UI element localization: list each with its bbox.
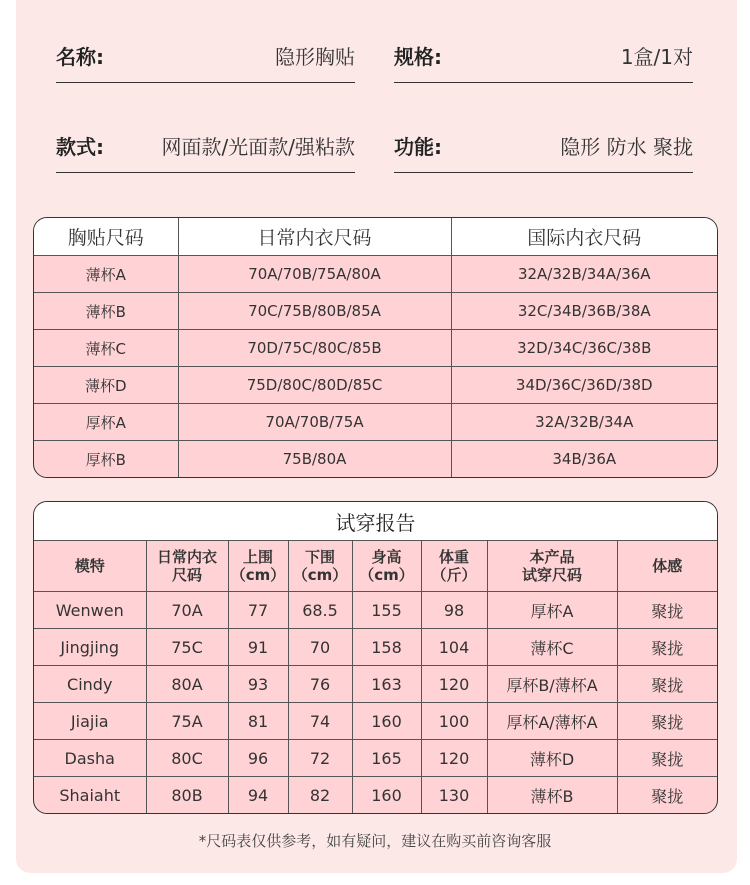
- table-cell: 聚拢: [617, 740, 717, 777]
- header-line: 本产品: [529, 548, 575, 566]
- table-cell: 155: [352, 592, 421, 629]
- header-line: （cm）: [292, 566, 348, 584]
- header-line: 尺码: [171, 566, 202, 584]
- table-cell: 68.5: [288, 592, 352, 629]
- header-line: （斤）: [431, 566, 477, 584]
- table-cell: 厚杯A: [34, 404, 178, 441]
- table-cell: 72: [288, 740, 352, 777]
- header-line: 体重: [438, 548, 469, 566]
- table-cell: 91: [228, 629, 288, 666]
- table-cell: 厚杯B: [34, 441, 178, 478]
- table-cell: 77: [228, 592, 288, 629]
- function-value: 隐形 防水 聚拢: [560, 135, 693, 159]
- table-cell: 104: [421, 629, 487, 666]
- table-cell: 75D/80C/80D/85C: [178, 367, 451, 404]
- table-cell: 34B/36A: [451, 441, 717, 478]
- table-cell: 聚拢: [617, 777, 717, 814]
- table-cell: 薄杯A: [34, 256, 178, 293]
- table-cell: 160: [352, 703, 421, 740]
- name-value: 隐形胸贴: [275, 45, 355, 69]
- header-line: 上围: [242, 548, 273, 566]
- size-chart-table: [34, 218, 717, 477]
- table-row: [34, 404, 717, 441]
- fitting-report-table: [34, 541, 717, 813]
- table-cell: 82: [288, 777, 352, 814]
- table-row: [34, 367, 717, 404]
- table-cell: 32D/34C/36C/38B: [451, 330, 717, 367]
- model-name: Shaiaht: [34, 777, 146, 814]
- header-line: 试穿尺码: [521, 566, 582, 584]
- table-row: [34, 666, 717, 703]
- header-line: 下围: [304, 548, 335, 566]
- table-cell: 81: [228, 703, 288, 740]
- spec-value: 1盒/1对: [620, 45, 693, 69]
- size-chart: [33, 217, 718, 478]
- model-name: Dasha: [34, 740, 146, 777]
- table-cell: 薄杯B: [487, 777, 617, 814]
- table-cell: 薄杯C: [34, 330, 178, 367]
- model-name: Wenwen: [34, 592, 146, 629]
- table-cell: 94: [228, 777, 288, 814]
- spec-style-row: [56, 122, 355, 173]
- table-cell: 32A/32B/34A: [451, 404, 717, 441]
- table-cell: 158: [352, 629, 421, 666]
- table-cell: 厚杯A/薄杯A: [487, 703, 617, 740]
- footnote: *尺码表仅供参考，如有疑问，建议在购买前咨询客服: [198, 832, 552, 850]
- table-cell: 80B: [146, 777, 228, 814]
- table-row: [34, 592, 717, 629]
- function-label: 功能:: [394, 135, 442, 159]
- table-cell: 98: [421, 592, 487, 629]
- spec-label: 规格:: [394, 45, 442, 69]
- report-header-cell: [617, 541, 717, 592]
- header-line: 体感: [652, 557, 683, 575]
- size-chart-header-cell: 日常内衣尺码: [178, 218, 451, 256]
- table-row: [34, 629, 717, 666]
- table-row: [34, 703, 717, 740]
- table-cell: 薄杯D: [34, 367, 178, 404]
- spec-function-row: [394, 122, 693, 173]
- table-cell: 32A/32B/34A/36A: [451, 256, 717, 293]
- model-name: Jiajia: [34, 703, 146, 740]
- table-cell: 93: [228, 666, 288, 703]
- header-line: 日常内衣: [156, 548, 217, 566]
- table-cell: 80A: [146, 666, 228, 703]
- table-cell: 薄杯D: [487, 740, 617, 777]
- table-row: [34, 293, 717, 330]
- table-cell: 70A: [146, 592, 228, 629]
- report-title: 试穿报告: [34, 502, 717, 541]
- table-cell: 70C/75B/80B/85A: [178, 293, 451, 330]
- table-row: [34, 330, 717, 367]
- table-cell: 70A/70B/75A: [178, 404, 451, 441]
- table-cell: 165: [352, 740, 421, 777]
- table-cell: 聚拢: [617, 703, 717, 740]
- table-row: [34, 777, 717, 814]
- report-header-cell: [288, 541, 352, 592]
- table-cell: 75B/80A: [178, 441, 451, 478]
- fitting-report: [33, 501, 718, 814]
- table-cell: 96: [228, 740, 288, 777]
- table-cell: 160: [352, 777, 421, 814]
- table-cell: 薄杯B: [34, 293, 178, 330]
- table-cell: 74: [288, 703, 352, 740]
- table-cell: 100: [421, 703, 487, 740]
- table-row: [34, 441, 717, 478]
- report-header-row: [34, 541, 717, 592]
- table-cell: 120: [421, 740, 487, 777]
- table-cell: 76: [288, 666, 352, 703]
- table-cell: 70D/75C/80C/85B: [178, 330, 451, 367]
- table-cell: 163: [352, 666, 421, 703]
- name-label: 名称:: [56, 45, 104, 69]
- table-cell: 80C: [146, 740, 228, 777]
- header-line: （cm）: [230, 566, 286, 584]
- table-row: [34, 740, 717, 777]
- report-header-cell: [352, 541, 421, 592]
- spec-name-row: [56, 32, 355, 83]
- report-header-cell: [421, 541, 487, 592]
- table-cell: 厚杯A: [487, 592, 617, 629]
- table-row: [34, 256, 717, 293]
- table-cell: 聚拢: [617, 629, 717, 666]
- header-line: 身高: [371, 548, 402, 566]
- model-name: Cindy: [34, 666, 146, 703]
- table-cell: 聚拢: [617, 592, 717, 629]
- header-line: 模特: [74, 557, 105, 575]
- table-cell: 32C/34B/36B/38A: [451, 293, 717, 330]
- size-chart-header-cell: 国际内衣尺码: [451, 218, 717, 256]
- header-line: （cm）: [359, 566, 414, 584]
- table-cell: 薄杯C: [487, 629, 617, 666]
- report-header-cell: [487, 541, 617, 592]
- report-header-cell: [146, 541, 228, 592]
- spec-size-row: [394, 32, 693, 83]
- table-cell: 130: [421, 777, 487, 814]
- style-value: 网面款/光面款/强粘款: [161, 135, 355, 159]
- model-name: Jingjing: [34, 629, 146, 666]
- table-cell: 120: [421, 666, 487, 703]
- table-cell: 70A/70B/75A/80A: [178, 256, 451, 293]
- style-label: 款式:: [56, 135, 104, 159]
- report-header-cell: [228, 541, 288, 592]
- table-cell: 厚杯B/薄杯A: [487, 666, 617, 703]
- report-header-cell: [34, 541, 146, 592]
- table-cell: 75C: [146, 629, 228, 666]
- size-chart-header-cell: 胸贴尺码: [34, 218, 178, 256]
- table-cell: 75A: [146, 703, 228, 740]
- table-cell: 34D/36C/36D/38D: [451, 367, 717, 404]
- table-cell: 70: [288, 629, 352, 666]
- size-chart-header-row: [34, 218, 717, 256]
- table-cell: 聚拢: [617, 666, 717, 703]
